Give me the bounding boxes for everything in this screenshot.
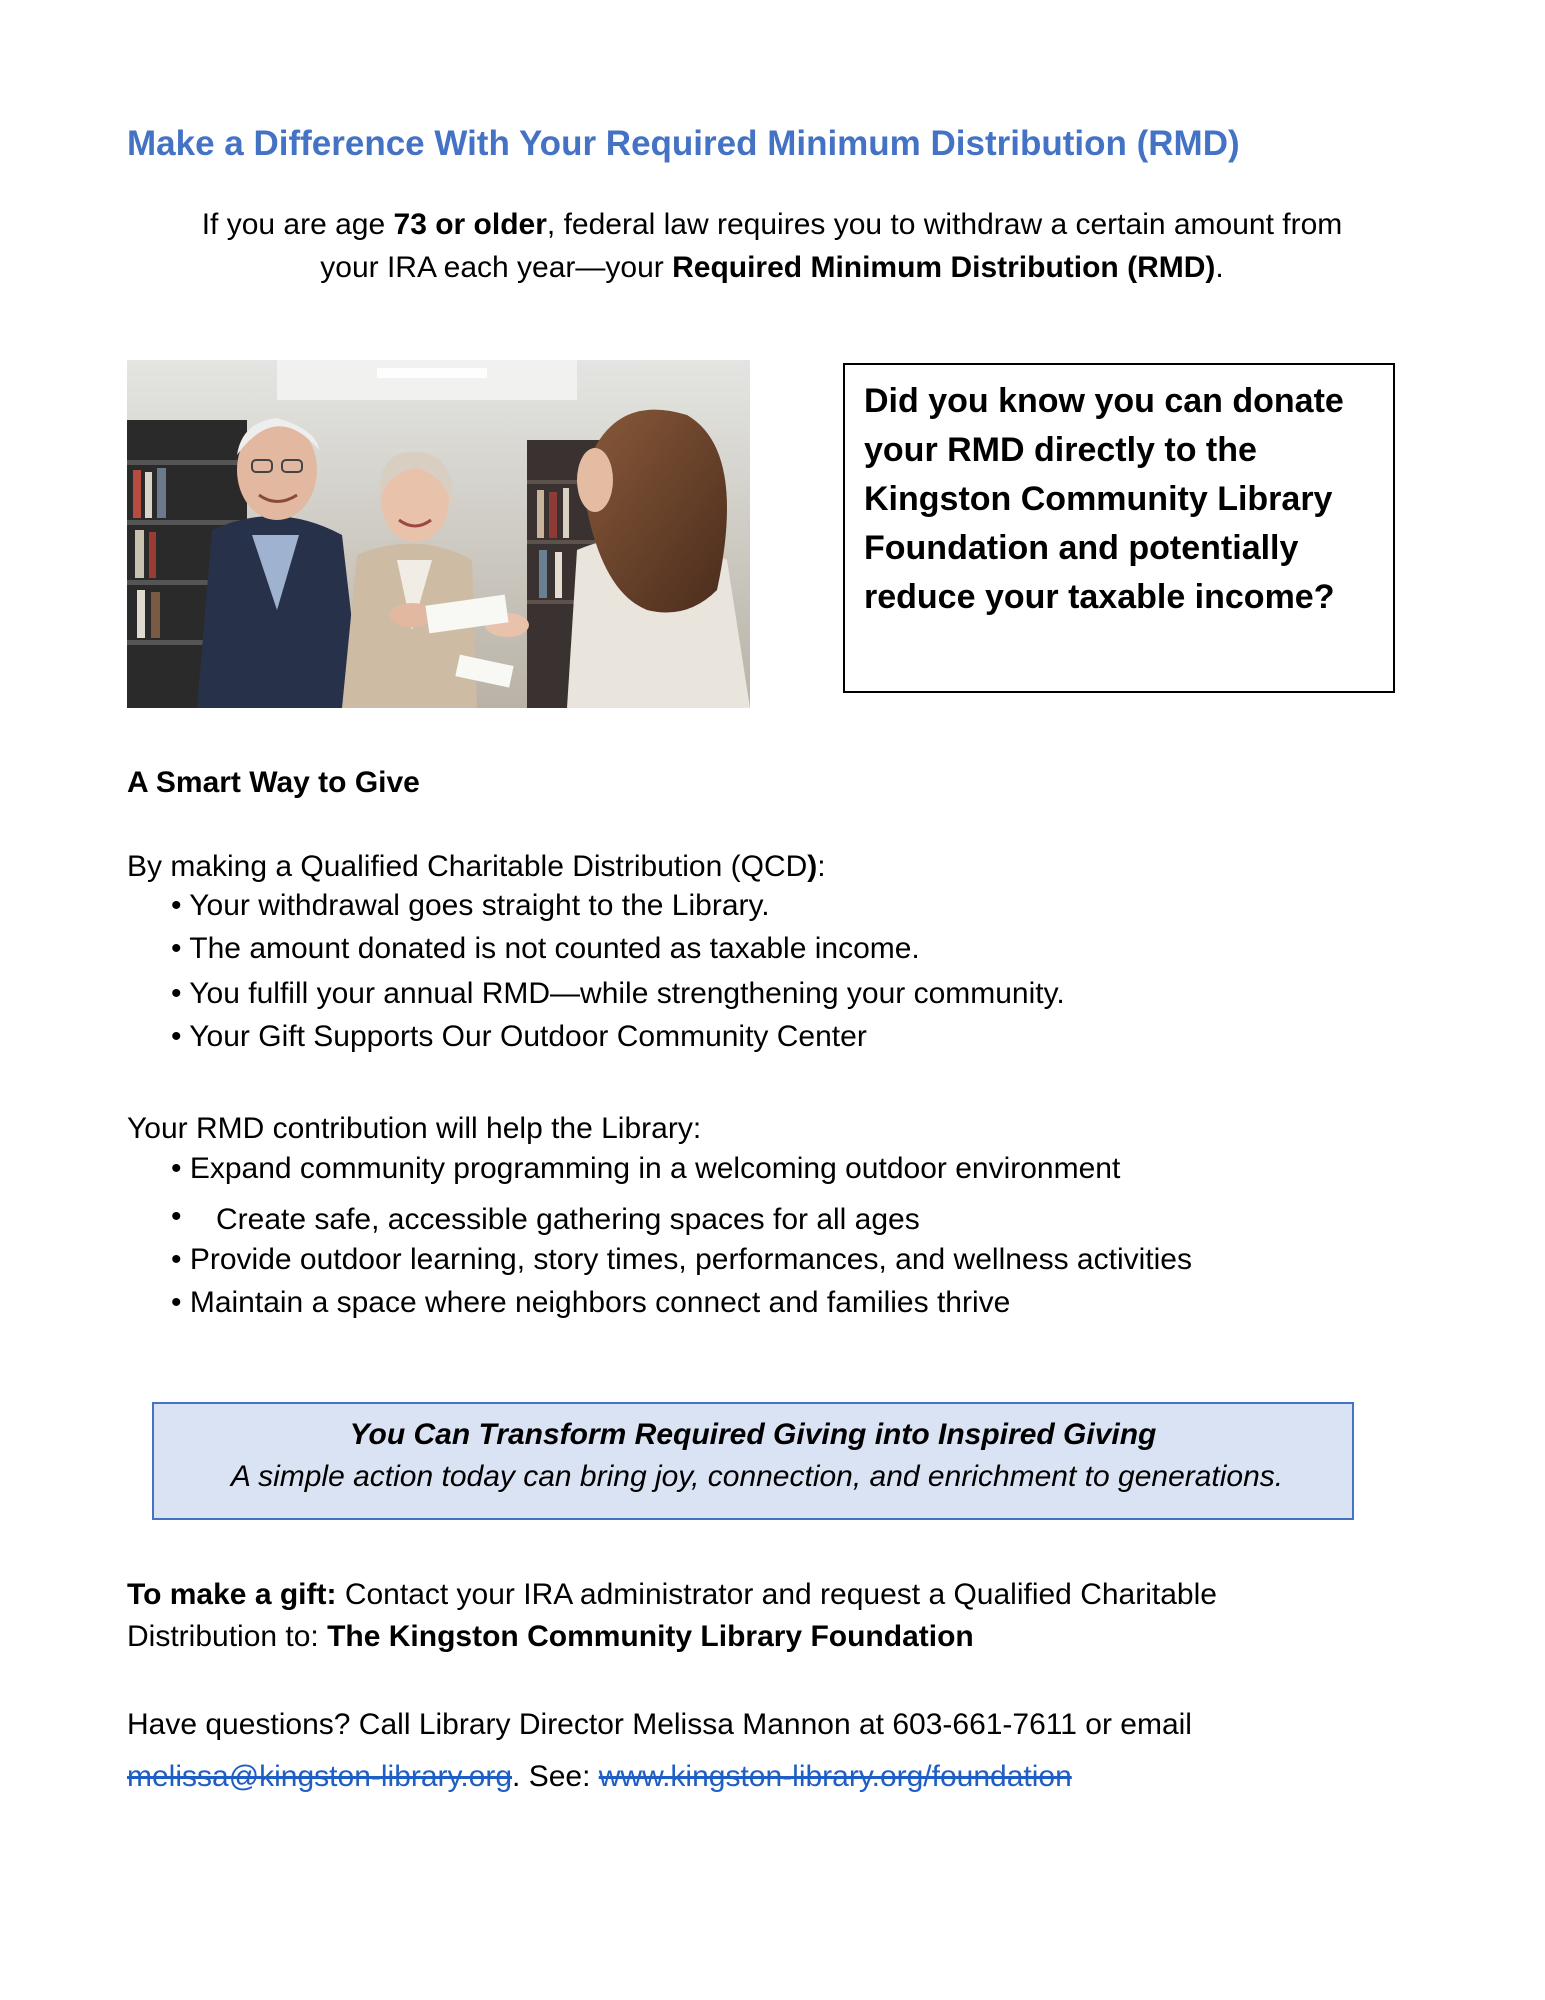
contact-line: Have questions? Call Library Director Melissa Mannon at 603-661-7611 or email (127, 1708, 1192, 1741)
qcd-intro (127, 850, 826, 884)
qcd-bullet: • Your Gift Supports Our Outdoor Community Center (171, 1020, 867, 1053)
email-link[interactable]: melissa@kingston-library.org (127, 1760, 513, 1793)
help-bullet: • Expand community programming in a welcoming outdoor environment (171, 1152, 1121, 1185)
banner-subtitle: A simple action today can bring joy, connection, and enrichment to generations. (230, 1460, 1284, 1493)
see-text: . See: (512, 1760, 599, 1793)
help-intro: Your RMD contribution will help the Library: (127, 1112, 702, 1145)
qcd-intro-paren: ) (807, 850, 818, 883)
intro-text: If you are age (201, 208, 394, 241)
help-bullet: Create safe, accessible gathering spaces for all ages (216, 1203, 920, 1236)
intro-text: your IRA each year—your (320, 251, 673, 284)
contact-links (127, 1760, 1072, 1794)
rmd-callout-box: Did you know you can donate your RMD directly to the Kingston Community Library Foundation and potentially reduce your taxable income? (843, 363, 1395, 693)
gift-text: Contact your IRA administrator and request a Qualified Charitable (336, 1578, 1217, 1611)
intro-paragraph (127, 203, 1417, 289)
qcd-intro-colon: : (817, 850, 826, 883)
gift-text: Distribution to: (127, 1620, 328, 1653)
qcd-intro-text: By making a Qualified Charitable Distribution (QCD (127, 850, 808, 883)
qcd-bullet: • Your withdrawal goes straight to the Library. (171, 889, 770, 922)
help-bullet: • Provide outdoor learning, story times, performances, and wellness activities (171, 1243, 1192, 1276)
library-photo-illustration (127, 360, 750, 708)
banner-title: You Can Transform Required Giving into Inspired Giving (349, 1418, 1157, 1451)
gift-label: To make a gift: (127, 1578, 337, 1611)
gift-instructions-line2 (127, 1620, 974, 1654)
gift-instructions (127, 1578, 1217, 1612)
intro-text: , federal law requires you to withdraw a certain amount from (546, 208, 1343, 241)
smart-way-heading: A Smart Way to Give (127, 766, 420, 799)
qcd-bullet: • You fulfill your annual RMD—while strengthening your community. (171, 977, 1065, 1010)
library-photo (127, 360, 750, 708)
help-bullet: • Maintain a space where neighbors connect and families thrive (171, 1286, 1011, 1319)
intro-rmd: Required Minimum Distribution (RMD) (672, 251, 1216, 284)
inspired-giving-banner (152, 1402, 1354, 1520)
website-link[interactable]: www.kingston-library.org/foundation (598, 1760, 1072, 1793)
intro-text: . (1215, 251, 1224, 284)
help-bullet-mark: • (171, 1200, 182, 1233)
qcd-bullet: • The amount donated is not counted as taxable income. (171, 932, 920, 965)
gift-org: The Kingston Community Library Foundation (327, 1620, 974, 1653)
intro-age: 73 or older (393, 208, 547, 241)
page-title: Make a Difference With Your Required Minimum Distribution (RMD) (127, 124, 1240, 163)
